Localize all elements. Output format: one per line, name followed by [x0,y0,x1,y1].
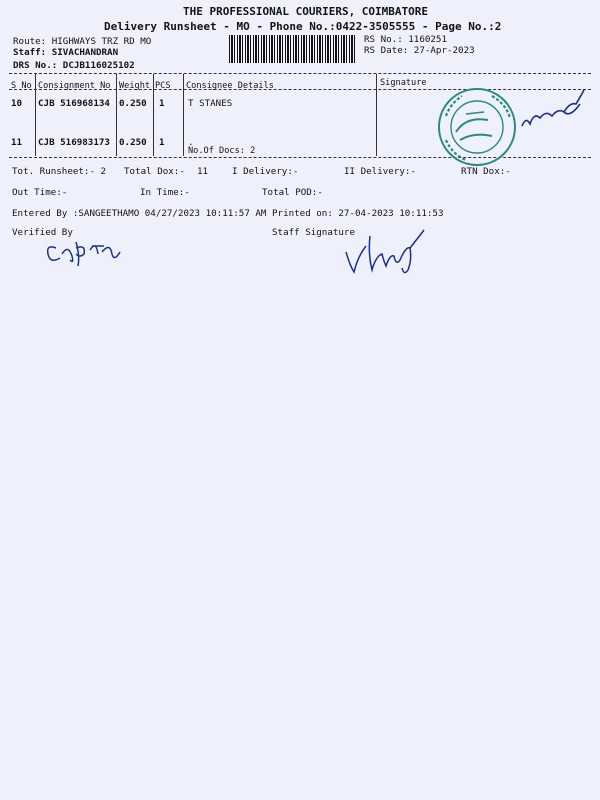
total-pod: Total POD:- [262,187,323,198]
table-row-1-sno: 10 [11,98,23,109]
table-row-1-pcs: 1 [159,98,165,109]
no-of-docs: No.Of Docs: 2 [188,146,256,156]
col-header-sno: S No [11,81,32,91]
staff-text: Staff: SIVACHANDRAN [13,47,119,58]
rtn-dox: RTN Dox:- [461,166,511,177]
barcode [229,35,355,63]
rs-number: RS No.: 1160251 [364,34,447,45]
table-row-2-consignee: . [188,137,194,148]
rs-date: RS Date: 27-Apr-2023 [364,45,475,56]
verified-by-label: Verified By [12,227,73,238]
col-divider [183,74,184,156]
table-row-2-consignment: CJB 516983173 [38,137,110,148]
entered-by: Entered By :SANGEETHAMO 04/27/2023 10:11:57 AM [12,208,267,219]
total-dox-label: Total Dox:- [124,166,185,177]
runsheet-title: Delivery Runsheet - MO - Phone No.:0422-3505555 - Page No.:2 [104,20,502,33]
receiver-signature [518,86,588,134]
table-row-2-pcs: 1 [159,137,165,148]
table-top-line [9,73,591,74]
col-divider [35,74,36,156]
in-time: In Time:- [140,187,190,198]
col-divider [116,74,117,156]
company-stamp [436,86,518,168]
col-header-consignee: Consignee Details [186,81,274,91]
col-divider [153,74,154,156]
company-title: THE PROFESSIONAL COURIERS, COIMBATORE [183,5,429,18]
total-dox-value: 11 [197,166,209,177]
route-text: Route: HIGHWAYS TRZ RD MO [13,36,152,47]
table-row-1-consignment: CJB 516968134 [38,98,110,109]
col-header-signature: Signature [380,78,427,88]
col-header-pcs: PCS [155,81,171,91]
col-header-consignment: Consignment No [38,81,111,91]
i-delivery: I Delivery:- [232,166,299,177]
out-time: Out Time:- [12,187,68,198]
staff-signature-label: Staff Signature [272,227,355,238]
table-row-1-weight: 0.250 [119,98,147,109]
tot-runsheet: Tot. Runsheet:- 2 [12,166,107,177]
verifier-signature [40,234,130,270]
table-row-2-weight: 0.250 [119,137,147,148]
staff-signature [340,226,430,278]
ii-delivery: II Delivery:- [344,166,416,177]
col-divider [376,74,377,156]
table-row-1-consignee: T STANES [188,98,233,109]
printed-on: Printed on: 27-04-2023 10:11:53 [272,208,444,219]
col-header-weight: Weight [119,81,151,91]
drs-number: DRS No.: DCJB116025102 [13,60,135,71]
table-row-2-sno: 11 [11,137,23,148]
